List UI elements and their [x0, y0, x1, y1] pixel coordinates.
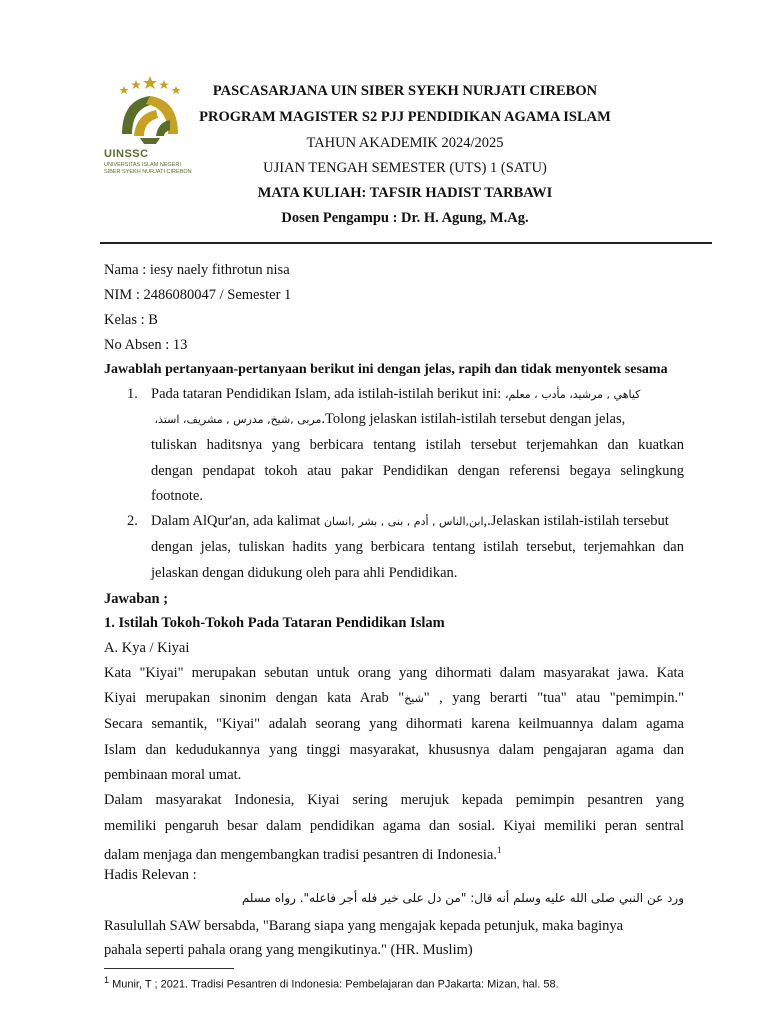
- q2-line-3: jelaskan dengan didukung oleh para ahli Pendidikan.: [151, 565, 458, 581]
- header-line-6: Dosen Pengampu : Dr. H. Agung, M.Ag.: [281, 210, 529, 226]
- header-line-5: MATA KULIAH: TAFSIR HADIST TARBAWI: [257, 185, 553, 201]
- para1-line-1: Kata "Kiyai" merupakan sebutan untuk orang yang dihormati dalam masyarakat jawa. Kata: [104, 665, 684, 681]
- section-heading-1: 1. Istilah Tokoh-Tokoh Pada Tataran Pendidikan Islam: [104, 615, 445, 631]
- header-line-3: TAHUN AKADEMIK 2024/2025: [306, 135, 504, 151]
- para2-line-1: Dalam masyarakat Indonesia, Kiyai sering merujuk kepada pemimpin pesantren yang: [104, 792, 684, 808]
- student-class: Kelas : B: [104, 312, 158, 328]
- q1-number: 1.: [127, 386, 138, 402]
- para2-line-3: dalam menjaga dan mengembangkan tradisi pesantren di Indonesia.$^1$: [104, 845, 502, 863]
- q1-line-4: dengan pendapat tokoh atau pakar Pendidikan dengan referensi begaya selingkung: [151, 463, 684, 479]
- q2-line-1: Dalam AlQur'an, ada kalimat ابن,الناس , أدم , بنى , بشر ,انسان,.Jelaskan istilah-istilah tersebut: [151, 513, 669, 529]
- logo-subtext: UNIVERSITAS ISLAM NEGERI SIBER SYEKH NURJATI CIREBON: [104, 162, 192, 175]
- para3-line-1: Rasulullah SAW bersabda, "Barang siapa yang mengajak kepada petunjuk, maka baginya: [104, 918, 624, 934]
- student-nim: NIM : 2486080047 / Semester 1: [104, 287, 292, 303]
- header-divider: [100, 242, 712, 244]
- q1-line-5: footnote.: [151, 488, 203, 504]
- para3-line-2: pahala seperti pahala orang yang mengikutinya." (HR. Muslim): [104, 942, 473, 958]
- q2-line-2: dengan jelas, tuliskan hadits yang berbicara tentang istilah tersebut, terjemahkan dan: [151, 539, 684, 555]
- q2-number: 2.: [127, 513, 138, 529]
- para2-line-2: memiliki pengaruh besar dalam pendidikan agama dan sosial. Kiyai memiliki peran sentral: [104, 818, 684, 834]
- instruction: Jawablah pertanyaan-pertanyaan berikut ini dengan jelas, rapih dan tidak menyontek sesama: [104, 362, 668, 377]
- logo-wordmark: UINSSC: [104, 148, 149, 160]
- header-line-1: PASCASARJANA UIN SIBER SYEKH NURJATI CIREBON: [212, 83, 598, 99]
- hadis-arabic: ورد عن النبي صلى الله عليه وسلم أنه قال: "من دل على خير فله أجر فاعله". رواه مسلم: [241, 891, 684, 905]
- para1-line-3: Secara semantik, "Kiyai" adalah seorang yang dihormati karena keilmuannya dalam agama: [104, 716, 684, 732]
- answer-heading: Jawaban ;: [104, 591, 169, 607]
- q1-line-3: tuliskan haditsnya yang berbicara tentang istilah tersebut terjemahkan dan kuatkan: [151, 437, 684, 453]
- footnote-ref[interactable]: 1: [496, 845, 502, 855]
- para1-line-5: pembinaan moral umat.: [104, 767, 242, 783]
- para1-line-2: Kiyai merupakan sinonim dengan kata Arab "شيخ" , yang berarti "tua" atau "pemimpin.": [104, 690, 684, 706]
- student-name: Nama : iesy naely fithrotun nisa: [104, 262, 290, 278]
- footnote-divider: [104, 968, 234, 969]
- footnote: $^1$ Munir, T ; 2021. Tradisi Pesantren di Indonesia: Pembelajaran dan PJakarta: Mizan, hal. 58.: [104, 975, 559, 991]
- student-absen: No Absen : 13: [104, 337, 188, 353]
- q1-line-1: Pada tataran Pendidikan Islam, ada istilah-istilah berikut ini: كياهي , مرشيد، مأدب ، معلم،: [151, 386, 641, 402]
- para1-line-4: Islam dan kedudukannya yang tinggi masyarakat, khususnya dalam pengajaran agama dan: [104, 742, 684, 758]
- subsection-a: A. Kya / Kiyai: [104, 640, 190, 656]
- header-line-4: UJIAN TENGAH SEMESTER (UTS) 1 (SATU): [263, 160, 547, 176]
- header-line-2: PROGRAM MAGISTER S2 PJJ PENDIDIKAN AGAMA ISLAM: [199, 109, 611, 125]
- hadis-label: Hadis Relevan :: [104, 867, 197, 883]
- q1-line-2: مربى ,شيخ, مدرس , مشريف، استذ، .Tolong jelaskan istilah-istilah tersebut dengan jelas,: [151, 411, 626, 427]
